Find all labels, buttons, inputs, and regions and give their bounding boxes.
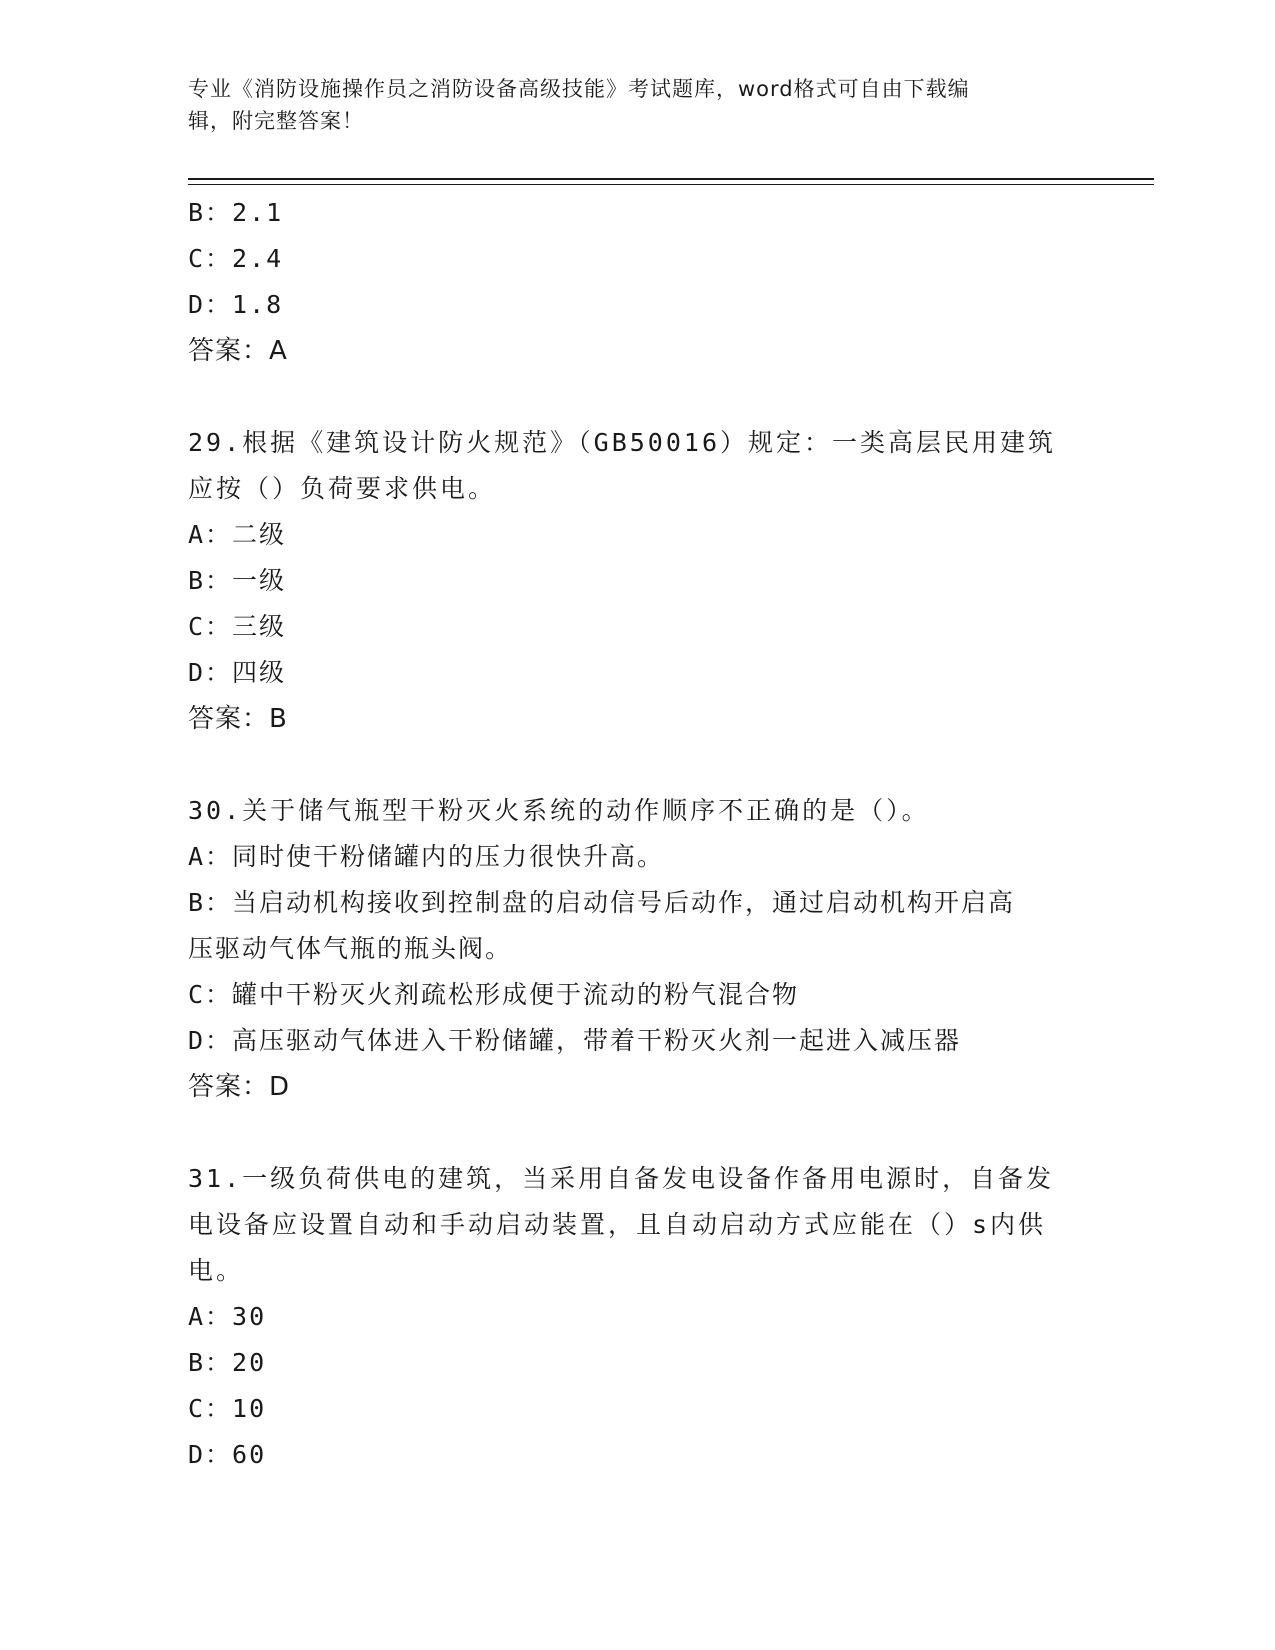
answer-line: 答案：A	[188, 336, 288, 366]
spacer	[188, 374, 1088, 420]
spacer	[188, 1110, 1088, 1156]
question-text-line: 电。	[188, 1256, 245, 1285]
question-text-line: 30.关于储气瓶型干粉灭火系统的动作顺序不正确的是（）。	[188, 796, 930, 825]
option-d: D：四级	[188, 658, 287, 687]
question-text-line: 29.根据《建筑设计防火规范》（GB50016）规定：一类高层民用建筑	[188, 428, 1057, 457]
answer-line: 答案：B	[188, 704, 288, 734]
option-d: D：60	[188, 1440, 267, 1469]
header-line-1: 专业《消防设施操作员之消防设备高级技能》考试题库，word格式可自由下载编	[188, 77, 970, 101]
header-line-2: 辑，附完整答案！	[188, 109, 364, 133]
question-30	[188, 788, 1088, 1110]
question-28-continued	[188, 190, 1088, 374]
header-divider-thick	[188, 178, 1154, 180]
question-list	[188, 190, 1088, 1478]
option-a: A：二级	[188, 520, 287, 549]
option-a: A：同时使干粉储罐内的压力很快升高。	[188, 842, 665, 871]
question-text-line: 电设备应设置自动和手动启动装置，且自动启动方式应能在（）s内供	[188, 1210, 1047, 1239]
header-divider-thin	[188, 184, 1154, 185]
option-c: C：罐中干粉灭火剂疏松形成便于流动的粉气混合物	[188, 980, 800, 1009]
option-d: D：高压驱动气体进入干粉储罐，带着干粉灭火剂一起进入减压器	[188, 1026, 962, 1055]
option-c: C：10	[188, 1394, 267, 1423]
spacer	[188, 742, 1088, 788]
option-b-continued: 压驱动气体气瓶的瓶头阀。	[188, 934, 513, 963]
option-a: A：30	[188, 1302, 267, 1331]
answer-line: 答案：D	[188, 1072, 291, 1102]
question-text-line: 31.一级负荷供电的建筑，当采用自备发电设备作备用电源时，自备发	[188, 1164, 1055, 1193]
option-b: B：当启动机构接收到控制盘的启动信号后动作，通过启动机构开启高	[188, 888, 1016, 917]
option-b: B：2.1	[188, 198, 284, 227]
question-29	[188, 420, 1088, 742]
question-text-line: 应按（）负荷要求供电。	[188, 474, 497, 503]
option-b: B：一级	[188, 566, 287, 595]
question-31	[188, 1156, 1088, 1478]
option-d: D：1.8	[188, 290, 284, 319]
option-c: C：三级	[188, 612, 287, 641]
option-c: C：2.4	[188, 244, 284, 273]
option-b: B：20	[188, 1348, 267, 1377]
document-header	[188, 73, 1068, 137]
